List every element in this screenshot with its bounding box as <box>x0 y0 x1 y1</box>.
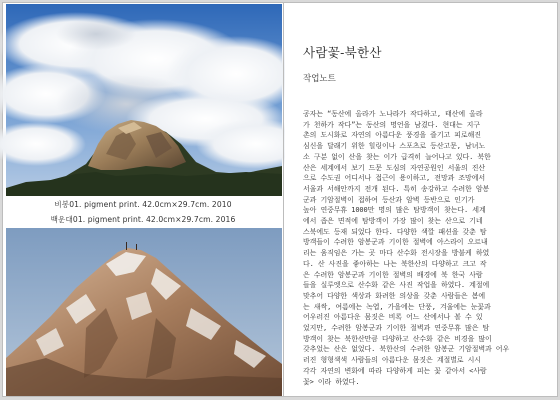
right-page <box>285 3 557 396</box>
photo-bibong <box>6 4 282 196</box>
photo-baegundae <box>6 228 282 396</box>
essay-body: 공자는 “동산에 올라가 노나라가 작다하고, 태산에 올라 가 천하가 작다”는 동산의 명언을 남겼다. 현대는 지구 촌의 도시화로 자연의 아름다운 풍경을 즐기고 피로해진 심신을 달래기 위한 힐링이나 스포츠로 등산고문, 남녀노 소 구분 없이 산을 찾는 이가 급격히 늘어나고 있다. 북한 산은 세계에서 보기 드문 도심의 자연공원인 서울의 진산 으로 수도권 어디서나 접근이 용이하고, 전망과 조망에서 서울과 서해안까지 전개 된다. 특히 송강하고 수려한 암봉 군과 기암절벽이 접하여 등산과 암벽 등반으로 인기가 높아 연중무휴 1000만 명의 많은 탐방객이 찾는다. 세계 에서 좁은 면적에 탐방객이 가장 많이 찾는 산으로 기네 스북에도 등재 되었다 한다. 다양한 색깔 패션을 갖춘 탐 방객들이 수려한 암봉군과 기이한 절벽에 아스라이 오르내 리는 움직임은 가는 곳 마다 산수화 전시장을 방불케 하였 다. 산 사진을 좋아하는 나는 북한산의 다양하고 크고 작 은 수려한 암봉군과 기이한 절벽의 배경에 북 한국 사람 들을 실루엣으로 산수화 같은 사진 작업을 하였다. 계절에 맞추어 다양한 색상과 화려한 의상을 갖춘 사람들은 봄에 는 새싹, 여름에는 녹엽, 가을에는 단풍, 겨울에는 눈꽃과 어우러진 아름다운 몸짓은 비록 어느 산에서나 볼 수 있 었지만, 수려한 암봉군과 기이한 절벽과 연중무휴 많은 탐 방객이 찾는 북한산만큼 다양하고 산수화 같은 비경을 많이 갖추었는 산은 없었다. 북한산의 수려한 암봉군 기암절벽과 어우 러진 형형색색 사람들의 아름다운 몸짓은 계절별로 시시 각각 자연의 변화에 따라 다양하게 피는 꽃 같아서 <사람 꽃> 이라 하였다. <box>303 110 510 386</box>
essay-subtitle: 작업노트 <box>303 74 336 84</box>
essay-title: 사람꽃-북한산 <box>303 45 382 60</box>
caption-bibong: 비봉01. pigment print. 42.0cm×29.7cm. 2010 <box>54 200 232 209</box>
caption-baegundae: 백운대01. pigment print. 42.0cm×29.7cm. 2016 <box>50 215 236 224</box>
left-page <box>3 3 283 396</box>
book-spread <box>3 3 557 396</box>
page-gutter <box>283 3 284 396</box>
